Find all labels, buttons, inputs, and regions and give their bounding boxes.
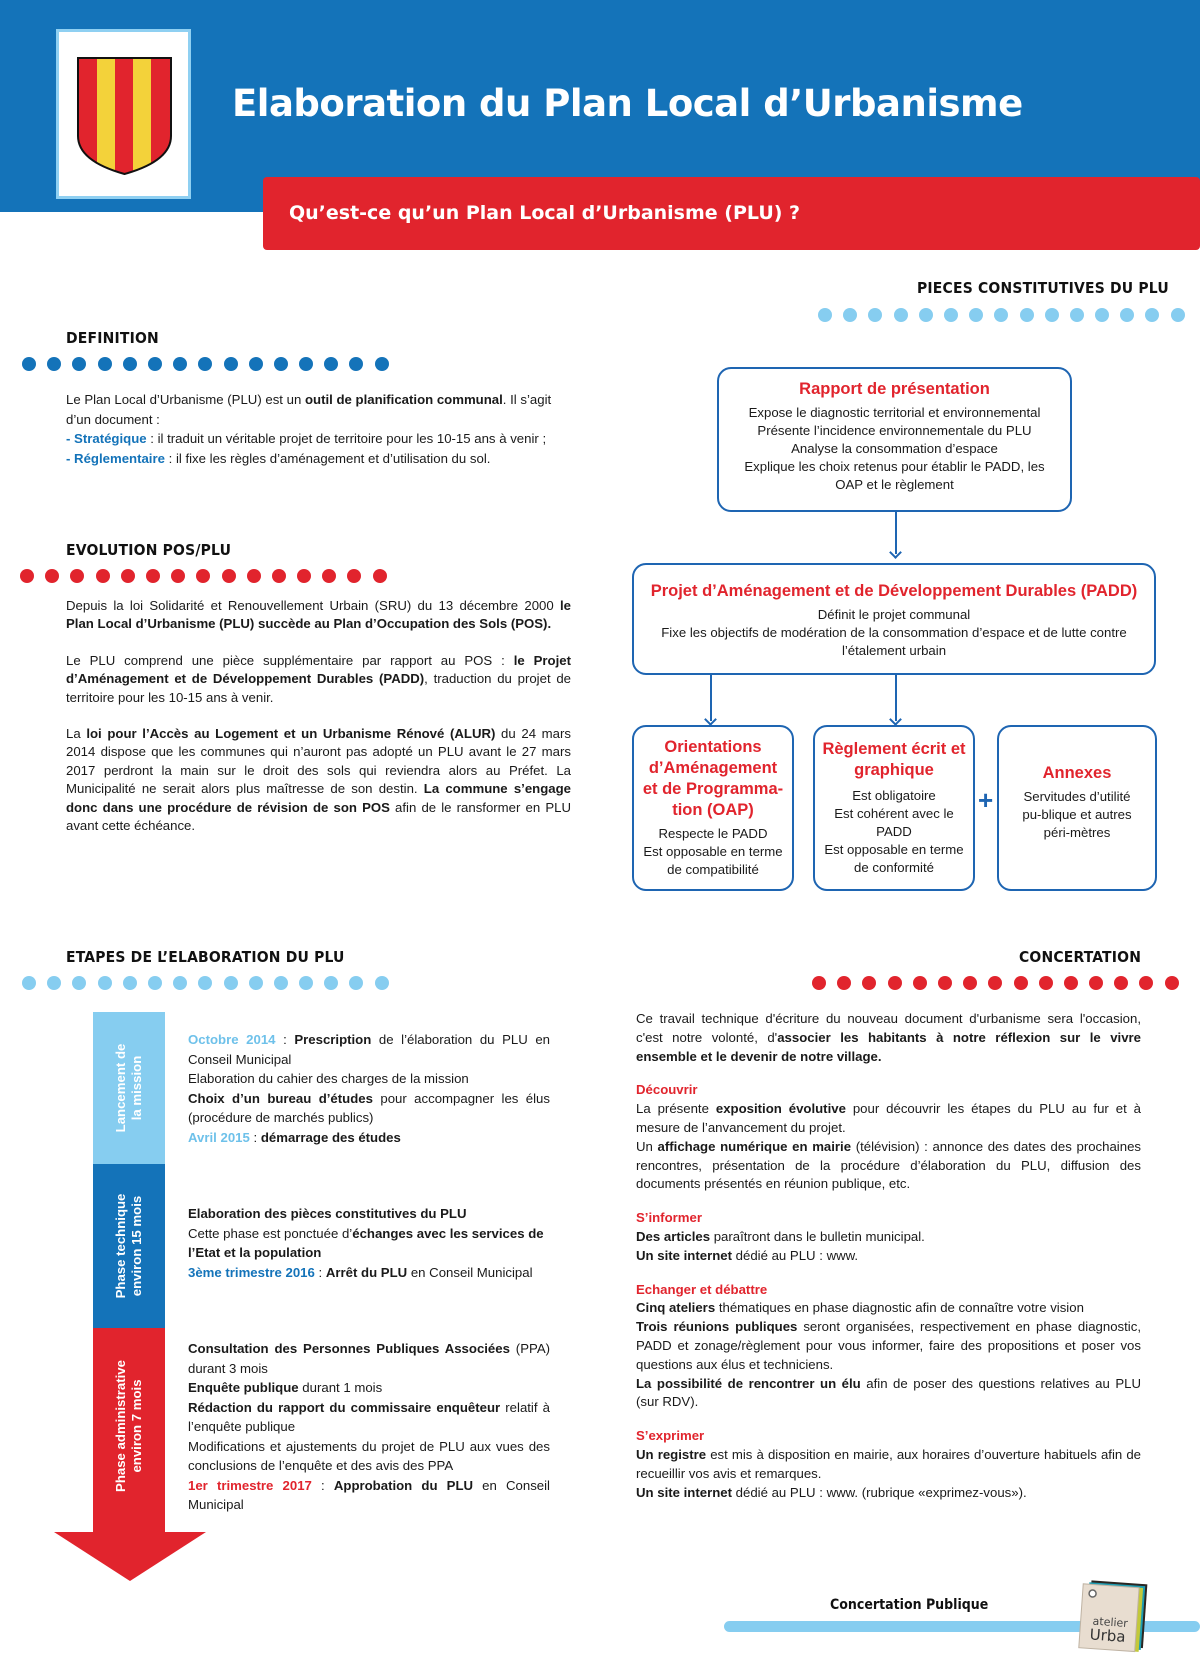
- arrow-down-icon: [704, 713, 717, 726]
- etapes-dots: [22, 976, 400, 990]
- annexes-box: Annexes Servitudes d’utilité pu-blique et autres péri-mètres: [997, 725, 1157, 891]
- phase-label: Phase administrative environ 7 mois: [113, 1360, 144, 1493]
- section-heading-echanger: Echanger et débattre: [636, 1281, 768, 1297]
- svg-text:Urba: Urba: [1089, 1625, 1127, 1646]
- atelier-urba-logo-icon: [1077, 1578, 1149, 1656]
- reglement-box: Règlement écrit et graphique Est obligatoire Est cohérent avec le PADD Est opposable en terme de conformité: [813, 725, 975, 891]
- section-heading-decouvrir: Découvrir: [636, 1082, 698, 1098]
- subtitle-banner: [263, 177, 1200, 250]
- concertation-intro: Ce travail technique d'écriture du nouveau document d'urbanisme sera l'occasion, c'est notre volonté, d'associer les habitants à notre réflexion sur le vivre ensemble et le devenir de notre village.: [636, 1011, 1141, 1064]
- subtitle-text: Qu’est-ce qu’un Plan Local d’Urbanisme (PLU) ?: [289, 202, 801, 224]
- phase-administrative-text: Consultation des Personnes Publiques Associées (PPA) durant 3 mois Enquête publique durant 1 mois Rédaction du rapport du commissaire enquêteur relatif à l’enquête publique Modifications et ajustements du projet de PLU aux vues des conclusions de l’enquête et des avis des PPA 1er trimestre 2017 : Approbation du PLU en Conseil Municipal: [188, 1341, 551, 1512]
- footer-label: Concertation Publique: [830, 1597, 989, 1613]
- etapes-title: ETAPES DE L’ELABORATION DU PLU: [66, 948, 345, 966]
- definition-dots: [22, 357, 400, 371]
- pieces-title: PIECES CONSTITUTIVES DU PLU: [917, 279, 1169, 297]
- evolution-dots: [20, 569, 398, 583]
- page-title: Elaboration du Plan Local d’Urbanisme: [232, 82, 1023, 125]
- rapport-box: Rapport de présentation Expose le diagnostic territorial et environnemental Présente l’incidence environnementale du PLU Analyse la consommation d’espace Explique les choix retenus pour établir le PADD, les OAP et le règlement: [717, 367, 1072, 512]
- phase-lancement-text: Octobre 2014 : Prescription de l’élaboration du PLU en Conseil Municipal Elaboration du cahier des charges de la mission Choix d’un bureau d’études pour accompagner les élus (procédure de marchés publics) Avril 2015 : démarrage des études: [188, 1032, 551, 1145]
- evolution-text: Depuis la loi Solidarité et Renouvellement Urbain (SRU) du 13 décembre 2000 le Plan Local d’Urbanisme (PLU) succède au Plan d’Occupation des Sols (POS). Le PLU comprend une pièce supplémentaire par rapport au POS : le Projet d’Aménagement et de Développement Durables (PADD), traduction du projet de territoire pour les 10-15 ans à venir. La loi pour l’Accès au Logement et un Urbanisme Rénové (ALUR) du 24 mars 2014 dispose que les communes qui n’auront pas adopté un PLU avant le 27 mars 2017 perdront la main sur le droit des sols qui reviendra alors au Préfet. La Municipalité ne serait alors plus maîtresse de son destin. La commune s’engage donc dans une procédure de révision de son POS afin de le ransformer en PLU avant cette échéance.: [66, 598, 572, 834]
- section-heading-sinformer: S’informer: [636, 1210, 702, 1226]
- timeline-phase-administrative: [93, 1328, 165, 1533]
- atelier-urba-logo: [1077, 1578, 1149, 1656]
- svg-text:atelier: atelier: [1092, 1614, 1129, 1631]
- pieces-dots: [818, 308, 1196, 322]
- timeline-phase-technique: [93, 1164, 165, 1328]
- phase-technique-text: Elaboration des pièces constitutives du PLU Cette phase est ponctuée d’échanges avec les services de l’Etat et la population 3ème trimestre 2016 : Arrêt du PLU en Conseil Municipal: [188, 1206, 544, 1280]
- concertation-dots: [812, 976, 1190, 990]
- definition-item-strategique: - Stratégique : il traduit un véritable projet de territoire pour les 10-15 ans à venir ;: [66, 431, 547, 446]
- phase-label: Lancement de la mission: [113, 1043, 144, 1133]
- timeline-arrow-head-icon: [54, 1532, 206, 1582]
- definition-item-reglementaire: - Réglementaire : il fixe les règles d’aménagement et d’utilisation du sol.: [66, 450, 491, 466]
- coat-of-arms-icon: [76, 56, 173, 176]
- arrow-down-icon: [889, 713, 902, 726]
- definition-title: DEFINITION: [66, 329, 159, 347]
- concertation-text: Ce travail technique d'écriture du nouveau document d'urbanisme sera l'occasion, c'est notre volonté, d'associer les habitants à notre réflexion sur le vivre ensemble et le devenir de notre village. Découvrir La présente exposition évolutive pour découvrir les étapes du PLU au fur et à mesure de l’anvancement du projet. Un affichage numérique en mairie (télévision) : annonce des dates des prochaines rencontres, présentation de la procédure d’élaboration du PLU, diffusion des documents présentés en réunion publique, etc. S’informer Des articles paraîtront dans le bulletin municipal. Un site internet dédié au PLU : www. Echanger et débattre Cinq ateliers thématiques en phase diagnostic afin de connaître votre vision Trois réunions publiques seront organisées, respectivement en phase diagnostic, PADD et zonage/règlement pour vous informer, faire des propositions et poser vos questions aux élus et techniciens. La possibilité de rencontrer un élu afin de poser des questions relatives au PLU (sur RDV). S’exprimer Un registre est mis à disposition en mairie, aux horaires d’ouverture habituels afin de recueillir vos avis et remarques. Un site internet dédié au PLU : www. (rubrique «exprimez-vous»).: [636, 1011, 1142, 1500]
- evolution-title: EVOLUTION POS/PLU: [66, 541, 232, 559]
- phase-label: Phase technique environ 15 mois: [113, 1193, 144, 1299]
- definition-text: Le Plan Local d’Urbanisme (PLU) est un outil de planification communal. Il s’agit d’un document : - Stratégique : il traduit un véritable projet de territoire pour les 10-15 ans à venir ; - Réglementaire : il fixe les règles d’aménagement et d’utilisation du sol.: [66, 390, 576, 468]
- padd-box: Projet d’Aménagement et de Développement Durables (PADD) Définit le projet communal Fixe les objectifs de modération de la consommation d’espace et de lutte contre l’étalement urbain: [632, 563, 1156, 675]
- arrow-down-icon: [889, 546, 902, 559]
- oap-box: Orientations d’Aménagement et de Programma-tion (OAP) Respecte le PADD Est opposable en terme de compatibilité: [632, 725, 794, 891]
- timeline-phase-lancement: [93, 1012, 165, 1164]
- coat-of-arms-logo: [56, 29, 191, 199]
- concertation-title: CONCERTATION: [1019, 948, 1142, 966]
- plus-icon: +: [978, 785, 994, 815]
- section-heading-sexprimer: S’exprimer: [636, 1428, 705, 1444]
